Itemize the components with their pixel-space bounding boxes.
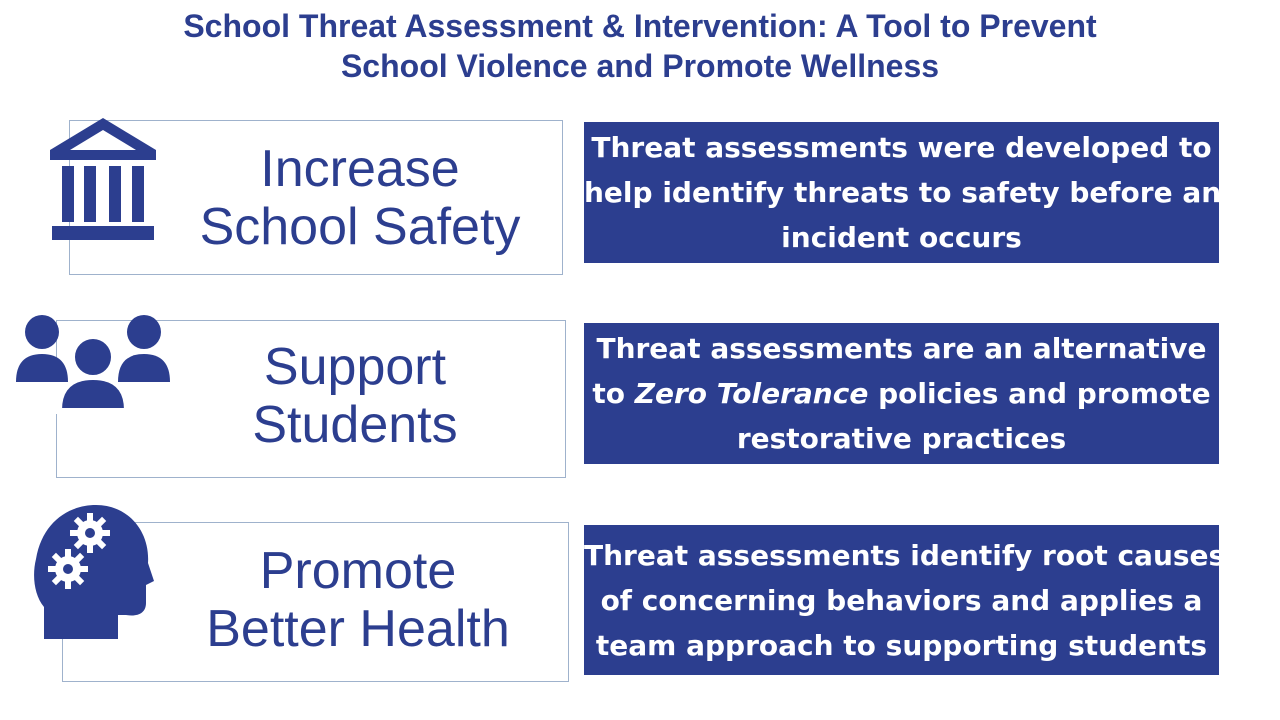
heading-increase-school-safety	[160, 140, 560, 256]
head-gears-icon	[34, 503, 154, 643]
description-line: team approach to supporting students	[595, 628, 1208, 662]
heading-line-2: Better Health	[206, 600, 510, 658]
description-box-3	[584, 525, 1226, 675]
description-text: to	[592, 377, 635, 410]
description-line: help identify threats to safety before an	[584, 176, 1222, 209]
zero-tolerance-emphasis: Zero Tolerance	[634, 377, 869, 410]
school-building-icon	[48, 118, 158, 242]
people-group-icon	[16, 312, 172, 414]
title-line-1: School Threat Assessment & Intervention: A Tool to Prevent	[183, 8, 1097, 44]
description-text: policies and promote	[868, 377, 1211, 410]
heading-line-1: Increase	[260, 140, 460, 198]
description-line: restorative practices	[736, 422, 1067, 455]
title-line-2: School Violence and Promote Wellness	[340, 48, 940, 84]
heading-line-2: Students	[252, 396, 458, 454]
description-line: of concerning behaviors and applies a	[600, 583, 1203, 617]
page-title	[0, 6, 1280, 86]
description-line: Threat assessments are an alternative	[596, 332, 1207, 365]
description-line: Threat assessments were developed to	[591, 131, 1212, 164]
description-box-1	[584, 122, 1222, 263]
description-line: incident occurs	[781, 221, 1022, 254]
heading-line-1: Support	[263, 338, 447, 396]
heading-support-students	[155, 338, 555, 454]
description-box-2	[584, 323, 1219, 464]
heading-promote-better-health	[158, 542, 558, 658]
description-line	[584, 371, 1219, 416]
heading-line-1: Promote	[259, 542, 457, 600]
description-line: Threat assessments identify root causes	[584, 538, 1226, 572]
heading-line-2: School Safety	[199, 198, 521, 256]
